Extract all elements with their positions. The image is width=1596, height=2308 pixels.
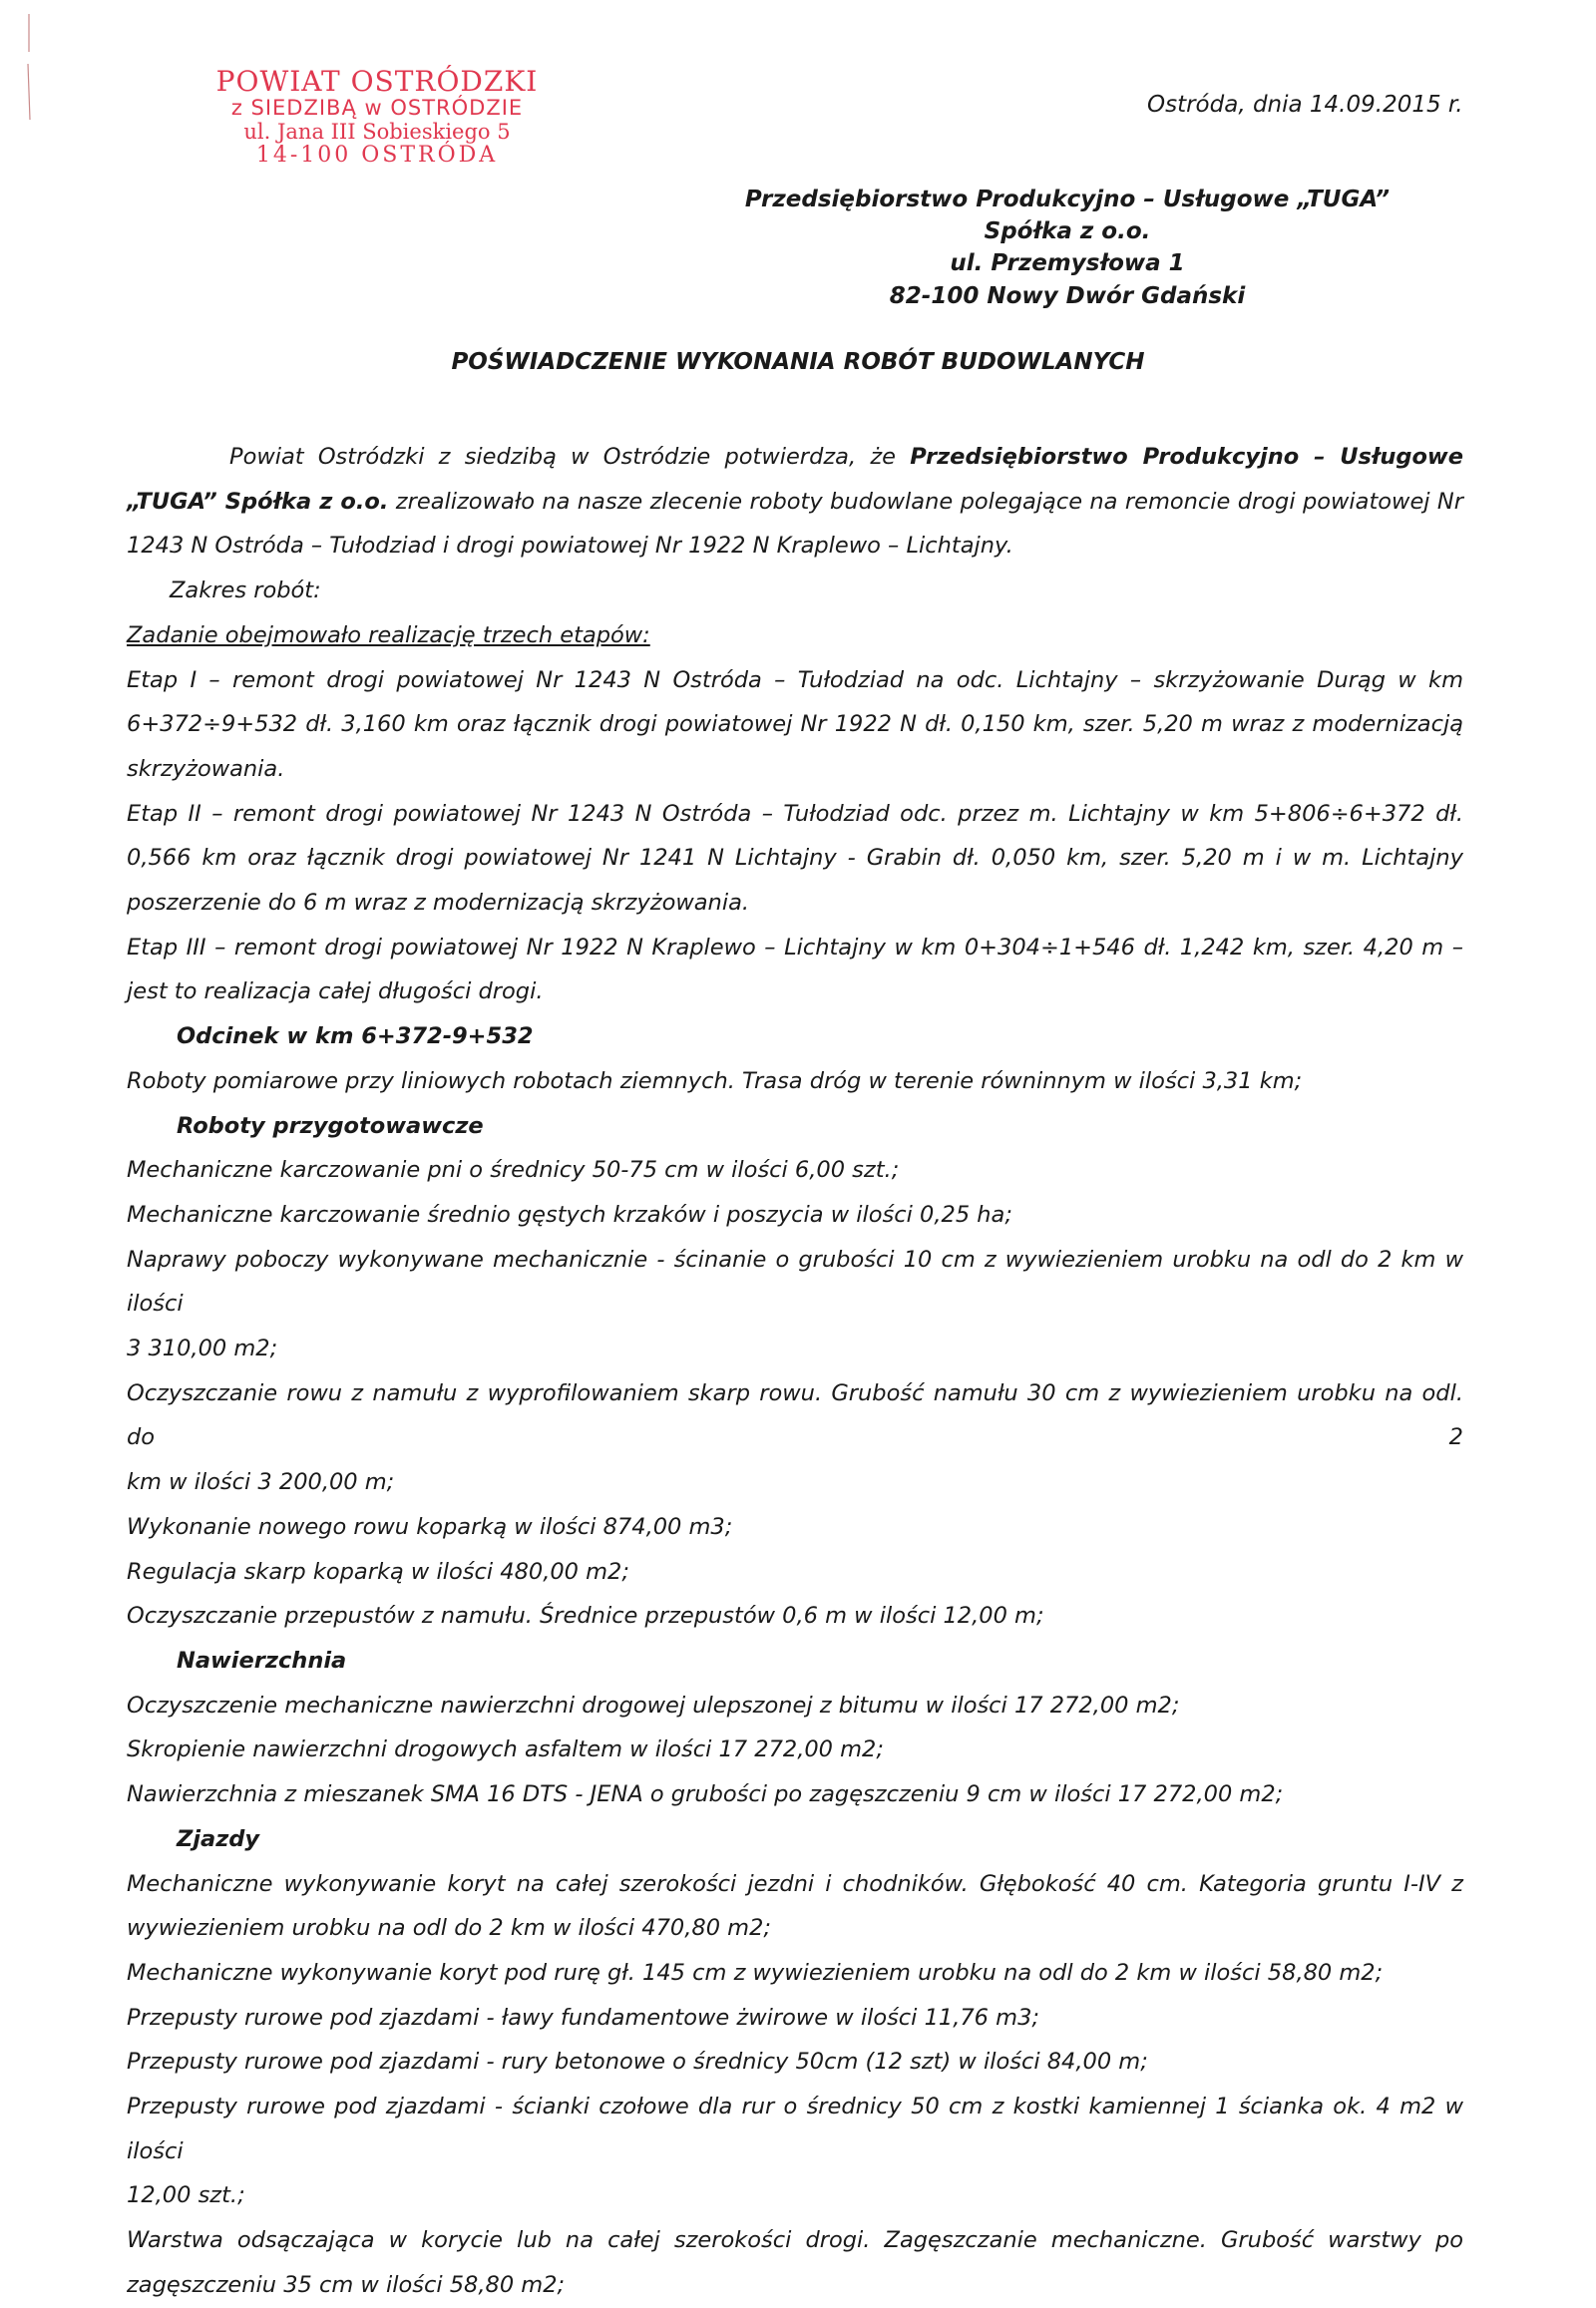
prep-item-3-line-1: Naprawy poboczy wykonywane mechanicznie - ścinanie o grubości 10 cm z wywiezieniem urobku na odl do 2 km w ilości (127, 1246, 1463, 1318)
prep-item-5: Wykonanie nowego rowu koparką w ilości 874,00 m3; (127, 1513, 733, 1540)
stage-2-line-1: Etap II – remont drogi powiatowej Nr 1243 N Ostróda – Tułodziad odc. przez m. Lichtajny w km 5+806÷6+372 dł. (127, 800, 1463, 827)
contractor-name-cont: „TUGA” Spółka z o.o. (127, 488, 389, 515)
exit-item-6-line-1: Warstwa odsączająca w korycie lub na całej szerokości drogi. Zagęszczanie mechaniczne. Grubość warstwy po (127, 2227, 1463, 2254)
stage-2-line-2: 0,566 km oraz łącznik drogi powiatowej Nr 1241 N Lichtajny - Grabin dł. 0,050 km, szer. 5,20 m i w m. Lichtajny (127, 845, 1463, 872)
prep-item-7: Oczyszczanie przepustów z namułu. Średnice przepustów 0,6 m w ilości 12,00 m; (127, 1603, 1044, 1630)
section-nawierzchnia-heading: Nawierzchnia (177, 1647, 347, 1674)
document-body (127, 435, 1463, 2308)
section-przygotowawcze-heading: Roboty przygotowawcze (177, 1112, 484, 1139)
stage-1-line-2: 6+372÷9+532 dł. 3,160 km oraz łącznik drogi powiatowej Nr 1922 N dł. 0,150 km, szer. 5,20 m wraz z modernizacją (127, 711, 1463, 738)
stage-3-line-1: Etap III – remont drogi powiatowej Nr 1922 N Kraplewo – Lichtajny w km 0+304÷1+546 dł. 1,242 km, szer. 4,20 m – (127, 934, 1463, 961)
exit-item-5-line-1: Przepusty rurowe pod zjazdami - ścianki czołowe dla rur o średnicy 50 cm z kostki kamiennej 1 ścianka ok. 4 m2 w ilości (127, 2094, 1463, 2164)
prep-item-1: Mechaniczne karczowanie pni o średnicy 50-75 cm w ilości 6,00 szt.; (127, 1157, 900, 1184)
surface-item-3: Nawierzchnia z mieszanek SMA 16 DTS - JENA o grubości po zagęszczeniu 9 cm w ilości 17 272,00 m2; (127, 1781, 1284, 1808)
prep-item-4-line-2: km w ilości 3 200,00 m; (127, 1469, 395, 1496)
stamp-line-2: z SIEDZIBĄ w OSTRÓDZIE (230, 96, 524, 121)
scope-label: Zakres robót: (170, 577, 321, 604)
official-stamp (178, 66, 577, 169)
document-title: POŚWIADCZENIE WYKONANIA ROBÓT BUDOWLANYCH (451, 349, 1145, 375)
prep-item-2: Mechaniczne karczowanie średnio gęstych krzaków i poszycia w ilości 0,25 ha; (127, 1201, 1012, 1228)
scope-underlined: Zadanie obejmowało realizację trzech etapów: (127, 621, 650, 648)
addressee-block (698, 184, 1436, 312)
intro-text-cont: zrealizowało na nasze zlecenie roboty budowlane polegające na remoncie drogi powiatowej Nr (395, 488, 1464, 515)
section-zjazdy-heading: Zjazdy (177, 1825, 260, 1852)
contractor-name: Przedsiębiorstwo Produkcyjno – Usługowe (910, 444, 1463, 470)
exit-item-1-line-1: Mechaniczne wykonywanie koryt na całej szerokości jezdni i chodników. Głębokość 40 cm. Kategoria gruntu I-IV z (127, 1870, 1463, 1897)
scope-heading (127, 613, 1463, 658)
prep-item-3-line-2: 3 310,00 m2; (127, 1336, 278, 1362)
stamp-line-3: ul. Jana III Sobieskiego 5 (243, 119, 511, 144)
exit-item-1-line-2: wywiezieniem urobku na odl do 2 km w ilości 470,80 m2; (127, 1915, 771, 1942)
stage-1-line-1: Etap I – remont drogi powiatowej Nr 1243 N Ostróda – Tułodziad na odc. Lichtajny – skrzyżowanie Durąg w km (127, 666, 1463, 693)
addressee-line-2: Spółka z o.o. (984, 218, 1151, 245)
date-line: Ostróda, dnia 14.09.2015 r. (1147, 92, 1463, 118)
stamp-line-4: 14-100 OSTRÓDA (255, 143, 499, 169)
exit-item-6-line-2: zagęszczeniu 35 cm w ilości 58,80 m2; (127, 2271, 566, 2298)
addressee-line-1: Przedsiębiorstwo Produkcyjno – Usługowe „TUGA” (744, 187, 1391, 212)
addressee-line-3: ul. Przemysłowa 1 (950, 250, 1185, 277)
exit-item-3: Przepusty rurowe pod zjazdami - ławy fundamentowe żwirowe w ilości 11,76 m3; (127, 2004, 1039, 2031)
intro-text: Powiat Ostródzki z siedzibą w Ostródzie potwierdza, że (229, 444, 896, 470)
section-odcinek-heading: Odcinek w km 6+372-9+532 (177, 1023, 534, 1050)
prep-item-4-line-1: Oczyszczanie rowu z namułu z wyprofilowaniem skarp rowu. Grubość namułu 30 cm z wywiezieniem urobku na odl. do 2 (127, 1379, 1463, 1451)
exit-item-5-line-2: 12,00 szt.; (127, 2182, 245, 2209)
surface-item-1: Oczyszczenie mechaniczne nawierzchni drogowej ulepszonej z bitumu w ilości 17 272,00 m2; (127, 1692, 1180, 1719)
margin-pen-mark (26, 12, 32, 122)
stage-1-line-3: skrzyżowania. (127, 755, 285, 782)
exit-item-2: Mechaniczne wykonywanie koryt pod rurę gł. 145 cm z wywiezieniem urobku na odl do 2 km w ilości 58,80 m2; (127, 1959, 1384, 1986)
intro-line-3: 1243 N Ostróda – Tułodziad i drogi powiatowej Nr 1922 N Kraplewo – Lichtajny. (127, 533, 1013, 560)
surface-item-2: Skropienie nawierzchni drogowych asfaltem w ilości 17 272,00 m2; (127, 1736, 884, 1763)
addressee-line-4: 82-100 Nowy Dwór Gdański (889, 282, 1246, 309)
exit-item-4: Przepusty rurowe pod zjazdami - rury betonowe o średnicy 50cm (12 szt) w ilości 84,00 m; (127, 2049, 1148, 2076)
prep-item-6: Regulacja skarp koparką w ilości 480,00 m2; (127, 1558, 629, 1585)
intro-line-2 (127, 480, 1463, 525)
stage-3-line-2: jest to realizacja całej długości drogi. (127, 978, 544, 1005)
stage-2-line-3: poszerzenie do 6 m wraz z modernizacją skrzyżowania. (127, 890, 750, 917)
section-odcinek-line: Roboty pomiarowe przy liniowych robotach ziemnych. Trasa dróg w terenie równinnym w ilości 3,31 km; (127, 1067, 1303, 1094)
intro-line-1 (127, 435, 1463, 480)
stamp-line-1: POWIAT OSTRÓDZKI (215, 65, 539, 98)
